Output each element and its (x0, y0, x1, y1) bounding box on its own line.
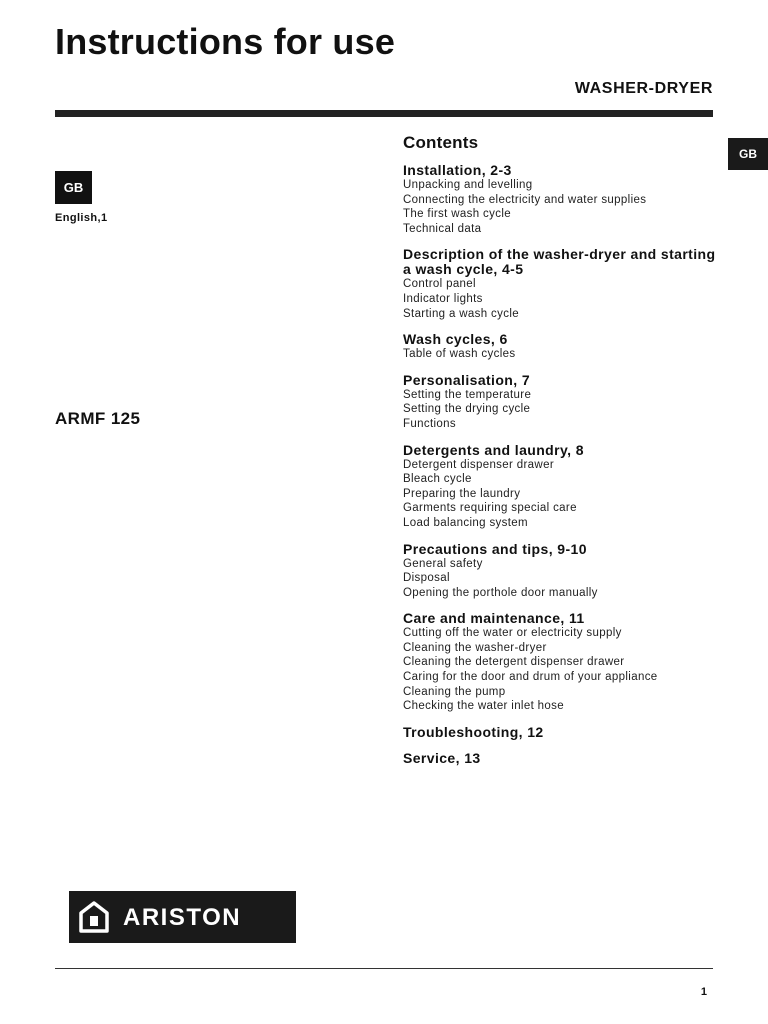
toc-section-title[interactable]: Precautions and tips, 9-10 (403, 540, 587, 557)
toc-item[interactable]: Opening the porthole door manually (403, 586, 598, 599)
toc-item[interactable]: Load balancing system (403, 516, 528, 529)
logo-wordmark: ARISTON (123, 904, 242, 931)
toc-item[interactable]: Starting a wash cycle (403, 307, 520, 320)
toc-item[interactable]: Caring for the door and drum of your appliance (403, 671, 658, 684)
language-badge: GB (55, 171, 92, 204)
header-divider (55, 110, 713, 117)
toc-section (403, 163, 723, 236)
toc-section (403, 725, 723, 740)
toc-section (403, 247, 723, 321)
toc-item[interactable]: Cleaning the detergent dispenser drawer (403, 656, 625, 669)
toc-item[interactable]: Unpacking and levelling (403, 179, 533, 191)
toc-item[interactable]: Checking the water inlet hose (403, 700, 565, 713)
toc-item[interactable]: Garments requiring special care (403, 502, 577, 515)
page-title: Instructions for use (55, 21, 396, 62)
language-link-english[interactable]: English,1 (55, 212, 108, 224)
footer-divider (55, 968, 713, 969)
toc-item[interactable]: Table of wash cycles (403, 348, 516, 361)
toc-section-title[interactable]: Service, 13 (403, 749, 481, 766)
toc-section (403, 611, 723, 714)
toc-section-title[interactable]: Care and maintenance, 11 (403, 610, 585, 627)
toc-item[interactable]: Setting the drying cycle (403, 403, 531, 416)
toc-section-title[interactable]: Wash cycles, 6 (403, 331, 508, 348)
ariston-logo (69, 891, 296, 943)
toc-item[interactable]: Bleach cycle (403, 473, 472, 486)
toc-section (403, 373, 723, 432)
toc-section (403, 542, 723, 601)
language-side-tab[interactable]: GB (728, 138, 768, 170)
toc-item[interactable]: General safety (403, 557, 483, 570)
toc-item[interactable]: Control panel (403, 278, 476, 291)
toc-section-title[interactable]: Personalisation, 7 (403, 371, 531, 388)
toc-section-title[interactable]: Troubleshooting, 12 (403, 723, 544, 740)
table-of-contents (403, 133, 723, 777)
toc-item[interactable]: The first wash cycle (403, 208, 511, 221)
toc-sections (403, 163, 723, 766)
toc-section (403, 443, 723, 531)
toc-section (403, 751, 723, 766)
toc-item[interactable]: Disposal (403, 572, 450, 585)
ariston-house-icon (79, 901, 109, 933)
model-number: ARMF 125 (55, 409, 141, 428)
toc-item[interactable]: Cutting off the water or electricity supply (403, 627, 622, 640)
toc-section-title[interactable]: Detergents and laundry, 8 (403, 441, 584, 458)
toc-item[interactable]: Cleaning the pump (403, 685, 506, 698)
contents-heading: Contents (403, 133, 479, 152)
toc-item[interactable]: Functions (403, 417, 457, 430)
toc-item[interactable]: Technical data (403, 222, 482, 235)
toc-section-title[interactable]: Installation, 2-3 (403, 162, 512, 178)
toc-item[interactable]: Indicator lights (403, 292, 483, 305)
toc-item[interactable]: Detergent dispenser drawer (403, 458, 555, 471)
product-type: WASHER-DRYER (574, 80, 713, 97)
toc-item[interactable]: Connecting the electricity and water supplies (403, 193, 647, 206)
page-number: 1 (700, 986, 707, 998)
toc-section (403, 332, 723, 362)
toc-item[interactable]: Setting the temperature (403, 388, 532, 401)
toc-item[interactable]: Preparing the laundry (403, 487, 521, 500)
toc-item[interactable]: Cleaning the washer-dryer (403, 641, 547, 654)
toc-section-title[interactable]: Description of the washer-dryer and starting a wash cycle, 4-5 (403, 246, 716, 278)
